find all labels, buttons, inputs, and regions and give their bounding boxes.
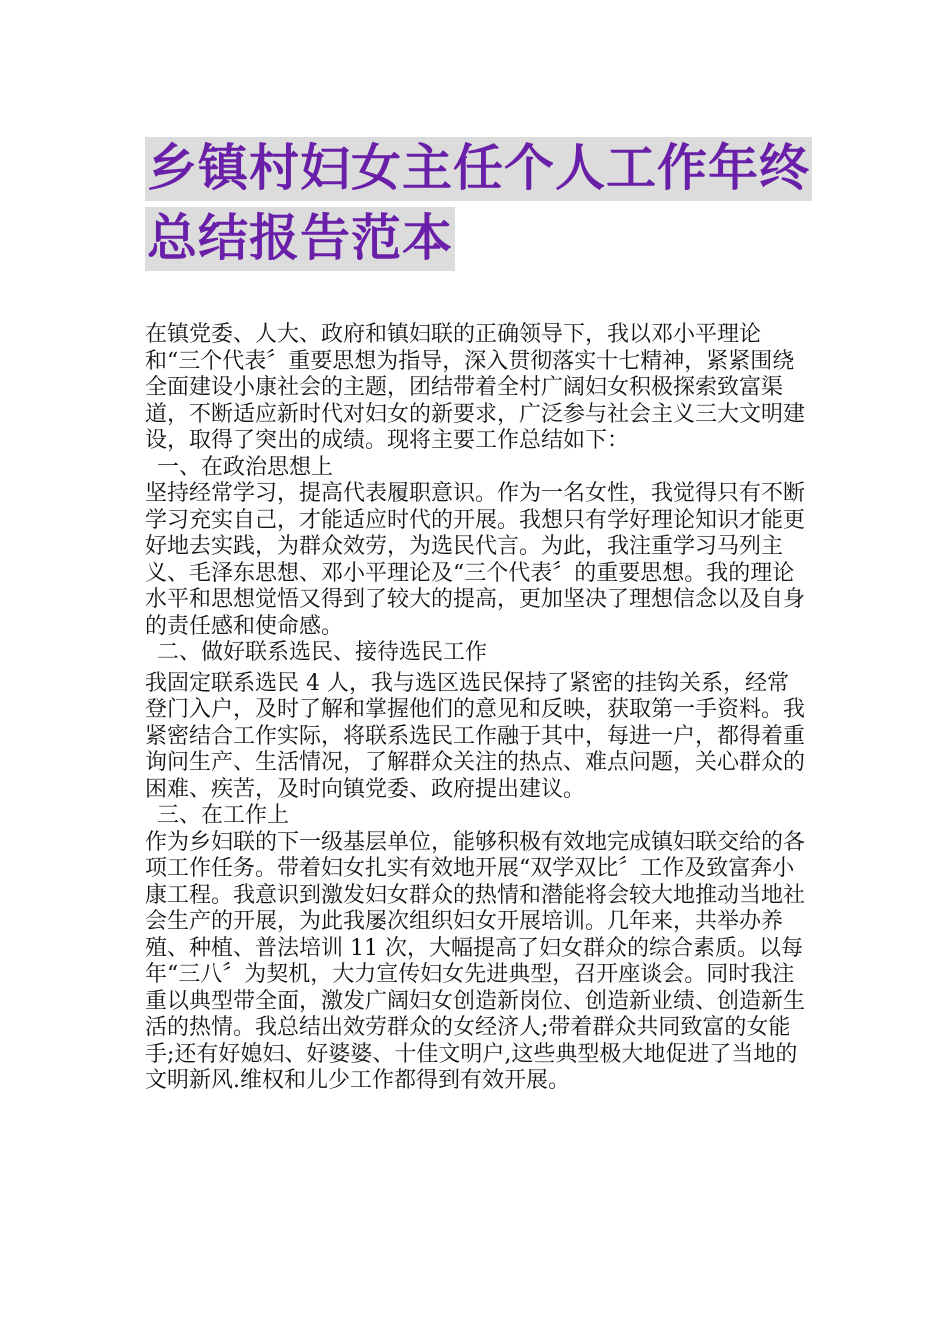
section-1-paragraph: 坚持经常学习，提高代表履职意识。作为一名女性，我觉得只有不断学习充实自己，才能适应时代的开展。我想只有学好理论知识才能更好地去实践，为群众效劳，为选民代言。为此，我注重学习马列主义、毛泽东思想、邓小平理论及“三个代表〞的重要思想。我的理论水平和思想觉悟又得到了较大的提高，更加坚决了理想信念以及自身的责任感和使命感。 bbox=[145, 481, 806, 639]
intro-paragraph: 在镇党委、人大、政府和镇妇联的正确领导下，我以邓小平理论和“三个代表〞重要思想为指导，深入贯彻落实十七精神，紧紧围绕全面建设小康社会的主题，团结带着全村广阔妇女积极探索致富渠道，不断适应新时代对妇女的新要求，广泛参与社会主义三大文明建设，取得了突出的成绩。现将主要工作总结如下： bbox=[145, 322, 806, 453]
section-heading-2: 二、做好联系选民、接待选民工作 bbox=[157, 640, 488, 665]
document-body bbox=[145, 322, 810, 1095]
section-heading-1: 一、在政治思想上 bbox=[157, 454, 334, 480]
section-heading-3: 三、在工作上 bbox=[157, 803, 290, 828]
section-2-paragraph: 我固定联系选民 4 人，我与选区选民保持了紧密的挂钩关系，经常登门入户，及时了解和掌握他们的意见和反映，获取第一手资料。我紧密结合工作实际，将联系选民工作融于其中，每进一户，都得着重询问生产、生活情况，了解群众关注的热点、难点问题，关心群众的困难、疾苦，及时向镇党委、政府提出建议。 bbox=[145, 670, 806, 802]
section-3-paragraph: 作为乡妇联的下一级基层单位，能够积极有效地完成镇妇联交给的各项工作任务。带着妇女扎实有效地开展“双学双比〞工作及致富奔小康工程。我意识到激发妇女群众的热情和潜能将会较大地推动当地社会生产的开展，为此我屡次组织妇女开展培训。几年来，共举办养殖、种植、普法培训 11 次，大幅提高了妇女群众的综合素质。以每年“三八〞为契机，大力宣传妇女先进典型，召开座谈会。同时我注重以典型带全面，激发广阔妇女创造新岗位、创造新业绩、创造新生活的热情。我总结出效劳群众的女经济人;带着群众共同致富的女能手;还有好媳妇、好婆婆、十佳文明户,这些典型极大地促进了当地的文明新风.维权和儿少工作都得到有效开展。 bbox=[145, 829, 806, 1093]
document-title bbox=[145, 133, 845, 273]
document-title-text: 乡镇村妇女主任个人工作年终总结报告范本 bbox=[145, 137, 812, 271]
